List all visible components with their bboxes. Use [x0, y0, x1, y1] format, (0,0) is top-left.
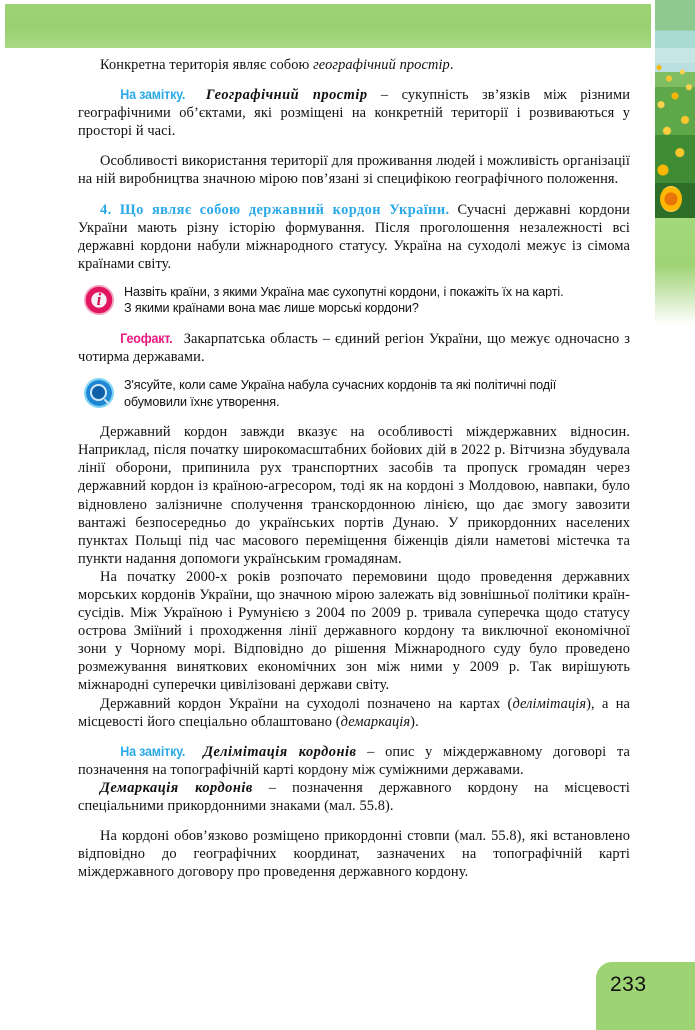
note3-text: – позначення державного кордону на місцевості спеціальними прикордонними знаками (мал. 55.8).: [78, 779, 630, 814]
page-number: 233: [610, 973, 647, 996]
term-demarcation: демаркація: [340, 713, 411, 730]
paragraph-maritime-borders: На початку 2000-х років розпочато перемовини щодо проведення державних морських кордонів України, що значною мірою залежать від зовнішньої політики країн-сусідів. Між Україною і Румунією з 2004 по 2009 р. тривала суперечка щодо статусу острова Зміїний і проходження лінії державного кордону та виключної економічної зони у Чорному морі. Відповідно до рішення Міжнародного суду було проведено розмежування виняткових економічних зон між ними у 2009 р. Так вирішують міжнародні суперечки цивілізовані держави світу.: [78, 568, 630, 694]
info-glyph: i: [96, 289, 102, 309]
p6-part-c: ), а на місцевості його спеціально облаштовано (: [78, 695, 630, 730]
note1-text: – сукупність зв’язків між різними географічними об’єктами, які розміщені на конкретній території і розвиваються у просторі й часі.: [78, 87, 630, 140]
note-block-1: [78, 86, 630, 140]
section-4-block: [78, 201, 630, 273]
section-4-heading: 4. Що являє собою державний кордон України.: [100, 201, 450, 218]
info-icon: [84, 285, 114, 315]
callout-2-line-1: З'ясуйте, коли саме Україна набула сучасних кордонів та які політичні події: [124, 378, 557, 393]
note2-term: Делімітація кордонів: [203, 743, 357, 760]
sidebar-green-bottom: [655, 218, 695, 265]
note-block-3: [78, 779, 630, 815]
intro-text: Конкретна територія являє собою: [100, 57, 314, 73]
magnifier-icon: [84, 378, 114, 408]
term-delimitation: делімітація: [512, 695, 587, 712]
callout-2-line-2: обумовили їхнє утворення.: [124, 394, 280, 409]
top-green-bar: [5, 4, 651, 48]
note1-term: Географічний простір: [205, 87, 368, 104]
sunflower-field-photo: [655, 0, 695, 218]
section-4-text: Сучасні державні кордони України мають різну історію формування. Після проголошення незалежності всі державні кордони набули міжнародного статусу. Україна на суходолі межує із сімома країнами світу.: [78, 201, 630, 272]
sidebar-green-fade: [655, 265, 695, 325]
sunflower-icon: [660, 186, 682, 212]
paragraph-intro: [78, 56, 630, 74]
paragraph-territory-use: Особливості використання території для проживання людей і можливість організації на ній виробництва значною мірою пов’язані зі специфікою географічного положення.: [78, 153, 630, 188]
callout-1-line-2: З якими країнами вона має лише морські кордони?: [124, 301, 419, 316]
p6-part-a: Державний кордон України на суходолі позначено на картах (: [100, 695, 513, 712]
intro-period: .: [449, 57, 454, 73]
note2-text: – опис у міждержавному договорі та позначення на топографічній карті кордону між суміжними державами.: [78, 743, 630, 778]
paragraph-border-relations: Державний кордон завжди вказує на особливості міждержавних відносин. Наприклад, після початку широкомасштабних бойових дій в 2022 р. Вітчизна збудувала лінії оборони, припинила рух транспортних засобів та пропуск громадян через державний кордон із країною-агресором, тоді як на кордоні з Молдовою, навпаки, було відновлено залізничне сполучення транскордонною лінією, що дає змогу завозити вантажі безпосередньо до українських портів Дунаю. У прикордонних населених пунктах Польщі під час масового переміщення біженців діяли наметові містечка та пункти надання допомоги українським громадянам.: [78, 424, 630, 567]
note-block-2: [78, 743, 630, 779]
paragraph-delimitation: [78, 695, 630, 731]
callout-question-2: [78, 377, 630, 411]
rubric-geofact-label: Геофакт.: [120, 330, 173, 346]
geofact-block: [78, 330, 630, 366]
page-content: [78, 56, 630, 881]
term-geographic-space: географічний простір: [313, 57, 450, 73]
callout-1-line-1: Назвіть країни, з якими Україна має сухопутні кордони, і покажіть їх на карті.: [124, 284, 564, 299]
p6-part-e: ).: [410, 713, 419, 730]
rubric-note-label: На замітку.: [120, 87, 186, 103]
note3-term: Демаркація кордонів: [100, 779, 253, 796]
page-number-badge: [596, 962, 695, 1030]
magnifier-glyph: [84, 378, 114, 408]
geofact-text: Закарпатська область – єдиний регіон України, що межує одночасно з чотирма державами.: [78, 330, 630, 366]
paragraph-border-posts: На кордоні обов’язково розміщено прикордонні стовпи (мал. 55.8), які встановлено відповідно до географічних координат, зазначених на топографічній карті міждержавного договору про проведення державного кордону.: [78, 828, 630, 881]
callout-question-1: [78, 284, 630, 318]
rubric-note-label-2: На замітку.: [120, 743, 186, 759]
